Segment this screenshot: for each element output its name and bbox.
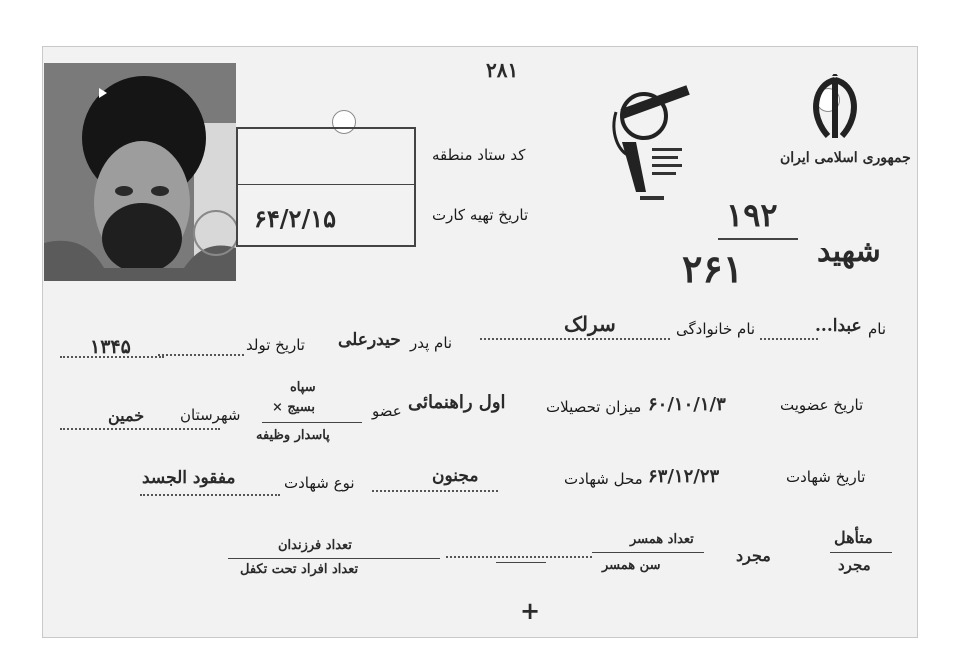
martyrdom-date-value: ۶۳/۱۲/۲۳ (648, 466, 720, 487)
name-label: نام (868, 320, 887, 338)
education-value: اول راهنمائی (408, 392, 506, 413)
type-label: نوع شهادت (284, 474, 355, 492)
education-label: میزان تحصیلات (546, 398, 642, 416)
single-label: مجرد (838, 556, 871, 574)
dependents-label: تعداد افراد تحت تکفل (240, 562, 359, 577)
membership-label: تاریخ عضویت (780, 396, 864, 414)
marital-label: متأهل (834, 528, 873, 547)
number-underline (718, 238, 798, 240)
place-value: مجنون (432, 466, 479, 486)
family-value: سرلک (564, 312, 616, 336)
spouse-count-label: تعداد همسر (630, 532, 694, 547)
option-divider (262, 422, 362, 423)
box-divider (236, 184, 414, 185)
portrait-photo (44, 63, 236, 281)
name-value: عبدا... (815, 316, 862, 336)
irgc-emblem-icon (612, 82, 692, 208)
top-number: ۲۸۱ (486, 58, 519, 82)
emblem-caption: جمهوری اسلامی ایران (780, 150, 911, 166)
number-lower: ۲۶۱ (682, 246, 744, 291)
birth-label: تاریخ تولد (246, 336, 305, 354)
type-value: مفقود الجسد (142, 468, 236, 488)
city-label: شهرستان (180, 406, 241, 424)
birth-value: ۱۳۴۵ (90, 336, 131, 358)
father-value: حیدرعلی (338, 330, 401, 350)
children-label: تعداد فرزندان (278, 538, 352, 553)
city-value: خمین (108, 406, 145, 425)
spouse-dash (496, 562, 546, 563)
number-upper: ۱۹۲ (726, 196, 778, 234)
father-label: نام پدر (410, 334, 453, 352)
footer-mark: + (520, 596, 541, 625)
iran-emblem-icon (800, 74, 870, 144)
card-date-label: تاریخ تهیه کارت (432, 206, 529, 224)
option-sepah: سپاه (290, 380, 316, 395)
region-code-label: کد ستاد منطقه (432, 146, 526, 164)
card-date-value: ۶۴/۲/۱۵ (254, 204, 336, 233)
option-basij: بسیج × (272, 400, 315, 415)
single-value: مجرد (736, 546, 771, 565)
place-label: محل شهادت (564, 470, 643, 488)
martyrdom-date-label: تاریخ شهادت (786, 468, 866, 486)
spouse-age-label: سن همسر (602, 558, 661, 573)
family-label: نام خانوادگی (676, 320, 756, 338)
member-label: عضو (372, 402, 402, 420)
membership-value: ۶۰/۱۰/۱/۳ (648, 394, 726, 415)
option-pasdar: پاسدار وظیفه (256, 428, 330, 443)
shahid-label: شهید (817, 234, 881, 269)
